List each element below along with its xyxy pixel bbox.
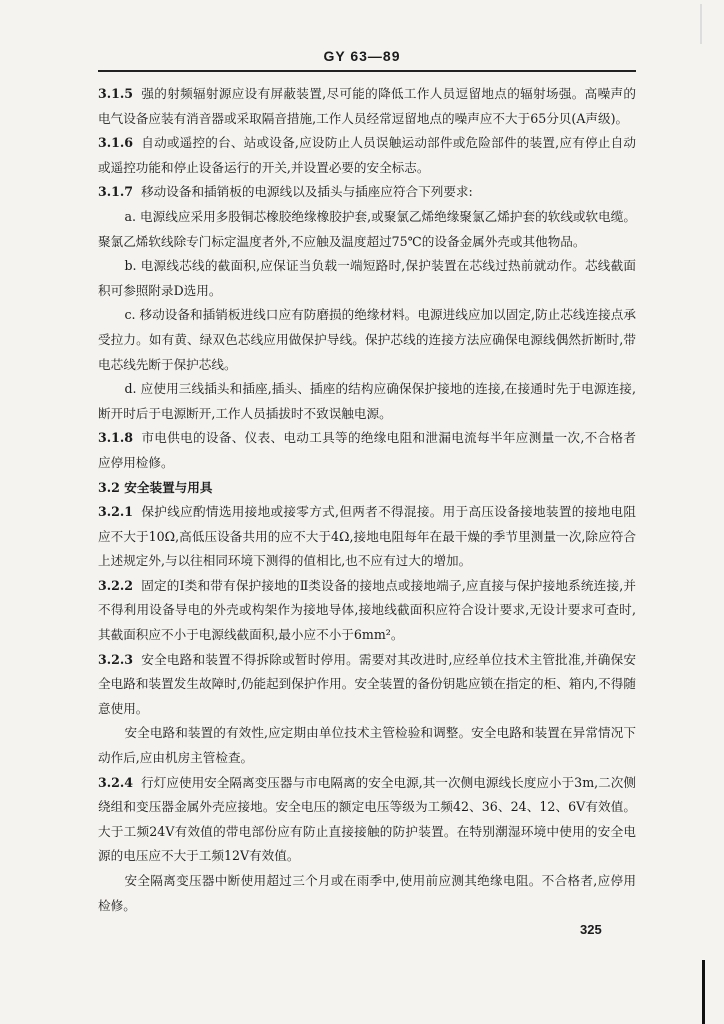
clause-text: 行灯应使用安全隔离变压器与市电隔离的安全电源,其一次侧电源线长度应小于3m,二次侧绕组和变压器金属外壳应接地。安全电压的额定电压等级为工频42、36、24、12、6V有效值。大于工频24V有效值的带电部份应有防止直接接触的防护装置。在特别潮湿环境中使用的安全电源的电压应不大于工频12V有效值。 — [98, 774, 636, 864]
clause-number: 3.2.4 — [98, 774, 134, 790]
clause-number: 3.1.7 — [98, 184, 134, 200]
clause-number: 3.2.3 — [98, 651, 134, 667]
clause-number: 3.2.1 — [98, 504, 134, 520]
clause-text: 自动或遥控的台、站或设备,应设防止人员误触运动部件或危险部件的装置,应有停止自动或遥控功能和停止设备运行的开关,并设置必要的安全标志。 — [98, 135, 636, 175]
page-header: GY 63—89 — [323, 48, 401, 64]
clause-3-1-8 — [98, 426, 636, 475]
clause-text: 保护线应酌情选用接地或接零方式,但两者不得混接。用于高压设备接地装置的接地电阻应不大于10Ω,高低压设备共用的应不大于4Ω,接地电阻每年在最干燥的季节里测量一次,除应符合上述规定外,与以往相同环境下测得的值相比,也不应有过大的增加。 — [98, 504, 636, 569]
clause-number: 3.1.8 — [98, 430, 134, 446]
paragraph: 安全隔离变压器中断使用超过三个月或在雨季中,使用前应测其绝缘电阻。不合格者,应停用检修。 — [98, 873, 636, 913]
item-c: c. 移动设备和插销板进线口应有防磨损的绝缘材料。电源进线应加以固定,防止芯线连接点承受拉力。如有黄、绿双色芯线应用做保护导线。保护芯线的连接方法应确保电源线偶然折断时,带电芯线先断于保护芯线。 — [98, 307, 636, 372]
clause-3-1-5 — [98, 82, 636, 131]
item-a: a. 电源线应采用多股铜芯橡胶绝缘橡胶护套,或聚氯乙烯绝缘聚氯乙烯护套的软线或软电缆。聚氯乙烯软线除专门标定温度者外,不应触及温度超过75℃的设备金属外壳或其他物品。 — [98, 208, 636, 249]
paragraph: 安全电路和装置的有效性,应定期由单位技术主管检验和调整。安全电路和装置在异常情况下动作后,应由机房主管检查。 — [98, 725, 636, 766]
clause-3-2-4 — [98, 771, 636, 869]
item-d: d. 应使用三线插头和插座,插头、插座的结构应确保保护接地的连接,在接通时先于电源连接,断开时后于电源断开,工作人员插拔时不致误触电源。 — [98, 381, 636, 421]
document-body — [98, 82, 636, 918]
clause-3-2-1 — [98, 500, 636, 574]
clause-text: 移动设备和插销板的电源线以及插头与插座应符合下列要求: — [141, 184, 473, 200]
clause-number: 3.1.5 — [98, 86, 134, 101]
clause-text: 固定的Ⅰ类和带有保护接地的Ⅱ类设备的接地点或接地端子,应直接与保护接地系统连接,并不得利用设备导电的外壳或构架作为接地导体,接地线截面积应符合设计要求,无设计要求可查时,其截面积应不小于电源线截面积,最小应不小于6mm²。 — [98, 577, 636, 643]
clause-3-1-7 — [98, 180, 636, 205]
clause-3-2-2 — [98, 574, 636, 648]
clause-text: 市电供电的设备、仪表、电动工具等的绝缘电阻和泄漏电流每半年应测量一次,不合格者应停用检修。 — [98, 430, 636, 470]
clause-text: 强的射频辐射源应设有屏蔽装置,尽可能的降低工作人员逗留地点的辐射场强。高噪声的电气设备应装有消音器或采取隔音措施,工作人员经常逗留地点的噪声应不大于65分贝(A声级)。 — [98, 86, 636, 126]
clause-number: 3.1.6 — [98, 135, 134, 151]
scan-edge-mark — [702, 960, 705, 1024]
item-b: b. 电源线芯线的截面积,应保证当负载一端短路时,保护装置在芯线过热前就动作。芯线截面积可参照附录D选用。 — [98, 258, 636, 298]
header-rule — [98, 70, 636, 72]
page-number: 325 — [580, 922, 602, 937]
clause-text: 安全电路和装置不得拆除或暂时停用。需要对其改进时,应经单位技术主管批准,并确保安全电路和装置发生故障时,仍能起到保护作用。安全装置的备份钥匙应锁在指定的柜、箱内,不得随意使用。 — [98, 651, 636, 716]
scan-mark — [700, 4, 702, 44]
clause-number: 3.2.2 — [98, 577, 134, 593]
clause-3-2-3 — [98, 648, 636, 722]
clause-3-1-6 — [98, 131, 636, 180]
section-heading: 3.2 安全装置与用具 — [98, 479, 213, 495]
